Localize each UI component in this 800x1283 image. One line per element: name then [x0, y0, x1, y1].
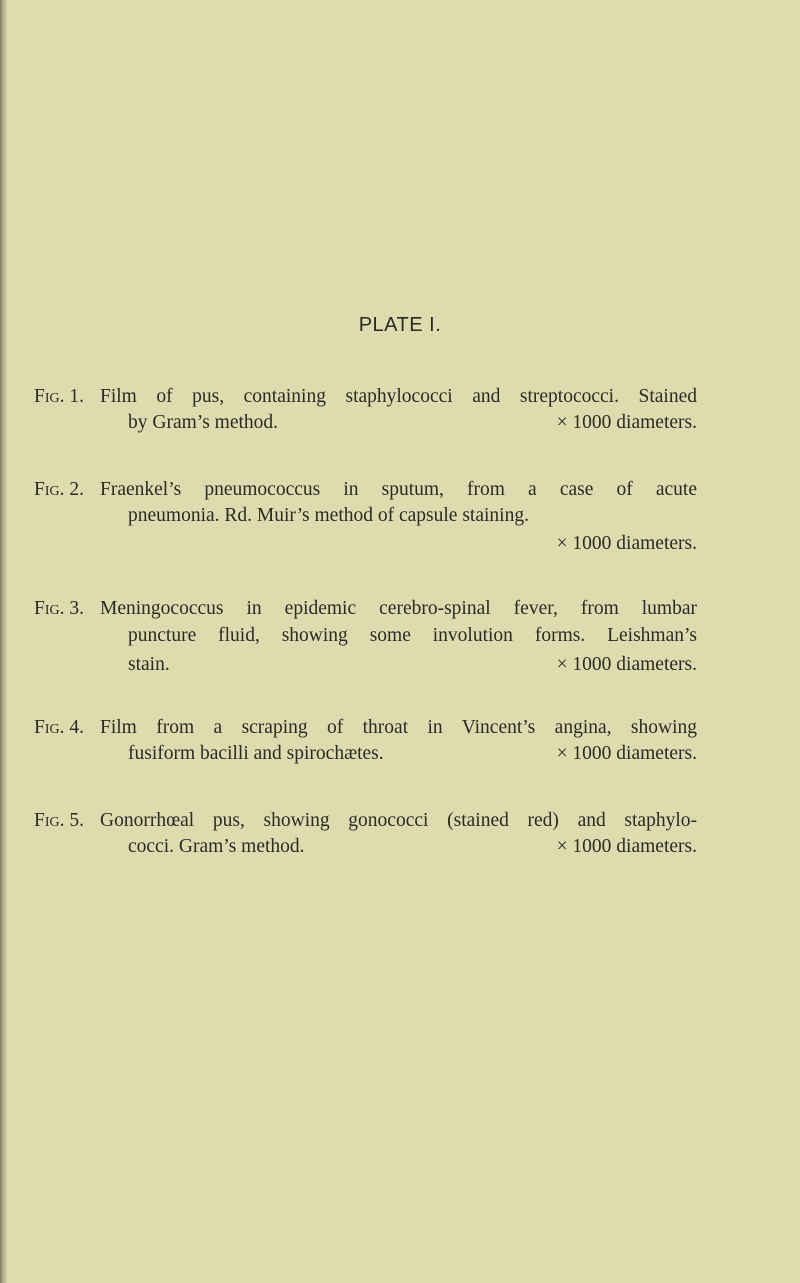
caption-line: Film from a scraping of throat in Vincent’s angina, showing: [100, 717, 697, 738]
figure-label: Fig. 4.: [34, 717, 84, 738]
caption-line: stain.: [128, 654, 170, 675]
caption-line: Meningococcus in epidemic cerebro-spinal fever, from lumbar: [100, 598, 697, 619]
figure-label: Fig. 1.: [34, 386, 84, 407]
magnification: × 1000 diameters.: [556, 836, 697, 857]
caption-line: pneumonia. Rd. Muir’s method of capsule staining.: [128, 505, 529, 526]
caption-line: puncture fluid, showing some involution forms. Leishman’s: [128, 625, 697, 646]
figure-label: Fig. 3.: [34, 598, 84, 619]
plate-title: PLATE I.: [358, 314, 442, 336]
figure-label: Fig. 2.: [34, 479, 84, 500]
caption-line: by Gram’s method.: [128, 412, 279, 433]
caption-line: fusiform bacilli and spirochætes.: [128, 743, 384, 764]
figure-label: Fig. 5.: [34, 810, 84, 831]
caption-line: Gonorrhœal pus, showing gonococci (stained red) and staphylo-: [100, 810, 697, 831]
page-binding-edge: [0, 0, 7, 1283]
caption-line: Fraenkel’s pneumococcus in sputum, from a case of acute: [100, 479, 697, 500]
magnification: × 1000 diameters.: [556, 533, 697, 554]
magnification: × 1000 diameters.: [556, 743, 697, 764]
caption-line: cocci. Gram’s method.: [128, 836, 305, 857]
caption-line: Film of pus, containing staphylococci and streptococci. Stained: [100, 386, 697, 407]
magnification: × 1000 diameters.: [556, 412, 697, 433]
magnification: × 1000 diameters.: [556, 654, 697, 675]
